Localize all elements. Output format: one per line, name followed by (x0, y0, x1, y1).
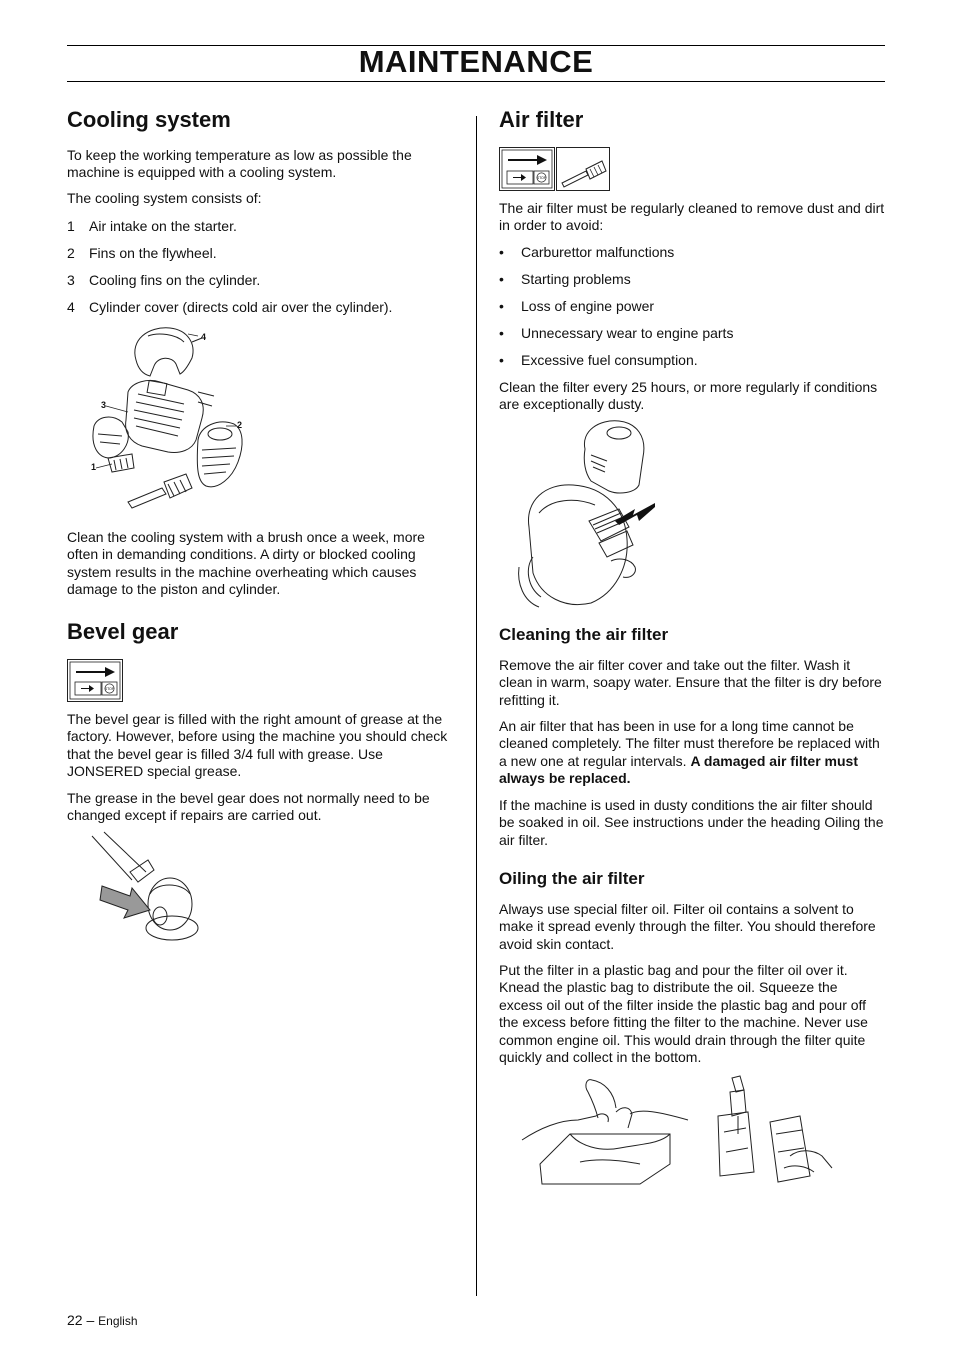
page-title: MAINTENANCE (358, 44, 594, 79)
bullet-glyph: • (499, 298, 504, 314)
item-number: 4 (67, 299, 75, 315)
bullet-text: Excessive fuel consumption. (521, 352, 698, 368)
bullet-text: Unnecessary wear to engine parts (521, 325, 734, 341)
callout-1: 1 (91, 462, 97, 472)
bevel-heading: Bevel gear (67, 619, 179, 644)
oiling-illustration (520, 1072, 835, 1190)
bullet-text: Starting problems (521, 271, 631, 287)
footer-dash: – (82, 1312, 99, 1328)
item-number: 1 (67, 218, 75, 234)
bevel-p2: The grease in the bevel gear does not normally need to be changed except if repairs are carried out. (67, 790, 430, 824)
stop-label: STOP (536, 176, 547, 180)
column-divider (476, 116, 477, 1296)
air-filter-illustration (515, 417, 665, 609)
oiling-heading: Oiling the air filter (499, 869, 645, 888)
item-text: Cylinder cover (directs cold air over the cylinder). (89, 299, 393, 315)
air-filter-heading: Air filter (499, 107, 584, 132)
item-text: Air intake on the starter. (89, 218, 237, 234)
footer-language: English (98, 1314, 138, 1328)
bevel-gear-illustration (90, 830, 200, 945)
cleaning-p2-warning: A damaged air filter must always be replaced. (499, 752, 858, 787)
cooling-consists: The cooling system consists of: (67, 190, 262, 206)
item-number: 3 (67, 272, 75, 288)
cooling-body: Clean the cooling system with a brush once a week, more often in demanding conditions. A dirty or blocked cooling system results in the machine overheating which causes damage to the piston and cylinder. (67, 529, 425, 598)
item-text: Cooling fins on the cylinder. (89, 272, 261, 288)
air-filter-interval: Clean the filter every 25 hours, or more regularly if conditions are exceptionally dusty. (499, 379, 878, 413)
bullet-glyph: • (499, 244, 504, 260)
bullet-glyph: • (499, 352, 504, 368)
cleaning-p2 (499, 718, 885, 788)
bullet-glyph: • (499, 271, 504, 287)
bullet-text: Carburettor malfunctions (521, 244, 675, 260)
item-text: Fins on the flywheel. (89, 245, 217, 261)
cleaning-p3: If the machine is used in dusty conditions the air filter should be soaked in oil. See instructions under the heading Oiling the air filter. (499, 797, 884, 848)
oiling-p2: Put the filter in a plastic bag and pour the filter oil over it. Knead the plastic bag to distribute the oil. Squeeze the excess oil out of the filter inside the plastic bag and pour off the excess before fitting the filter to the machine. Never use common engine oil. This would drain through the filter quite quickly and collect in the bottom. (499, 962, 868, 1066)
cooling-intro: To keep the working temperature as low as possible the machine is equipped with a cooling system. (67, 147, 412, 181)
cooling-heading: Cooling system (67, 107, 231, 132)
page-footer (67, 1312, 138, 1328)
cleaning-p1: Remove the air filter cover and take out the filter. Wash it clean in warm, soapy water. Ensure that the filter is dry before refitting it. (499, 657, 882, 708)
interval-symbol-icon (499, 147, 556, 192)
callout-2: 2 (237, 420, 243, 430)
item-number: 2 (67, 245, 75, 261)
header-bottom-rule (67, 81, 885, 82)
callout-4: 4 (201, 332, 207, 342)
page-number: 22 (67, 1312, 83, 1328)
cleaning-heading: Cleaning the air filter (499, 625, 669, 644)
bevel-p1: The bevel gear is filled with the right amount of grease at the factory. However, before using the machine you should check that the bevel gear is filled 3/4 full with grease. Use JONSERED special grease. (67, 711, 448, 780)
stop-label: STOP (104, 687, 115, 691)
bullet-text: Loss of engine power (521, 298, 655, 314)
air-filter-intro: The air filter must be regularly cleaned to remove dust and dirt in order to avoid: (499, 200, 885, 234)
brush-symbol-icon (556, 147, 611, 192)
bullet-glyph: • (499, 325, 504, 341)
callout-3: 3 (101, 400, 107, 410)
oiling-p1: Always use special filter oil. Filter oil contains a solvent to make it spread evenly through the filter. You should therefore avoid skin contact. (499, 901, 876, 952)
cleaning-p2-text: An air filter that has been in use for a long time cannot be cleaned completely. The filter must therefore be replaced with a new one at regular intervals. (499, 718, 880, 769)
interval-symbol-icon (67, 659, 124, 703)
cooling-system-illustration (88, 322, 258, 514)
